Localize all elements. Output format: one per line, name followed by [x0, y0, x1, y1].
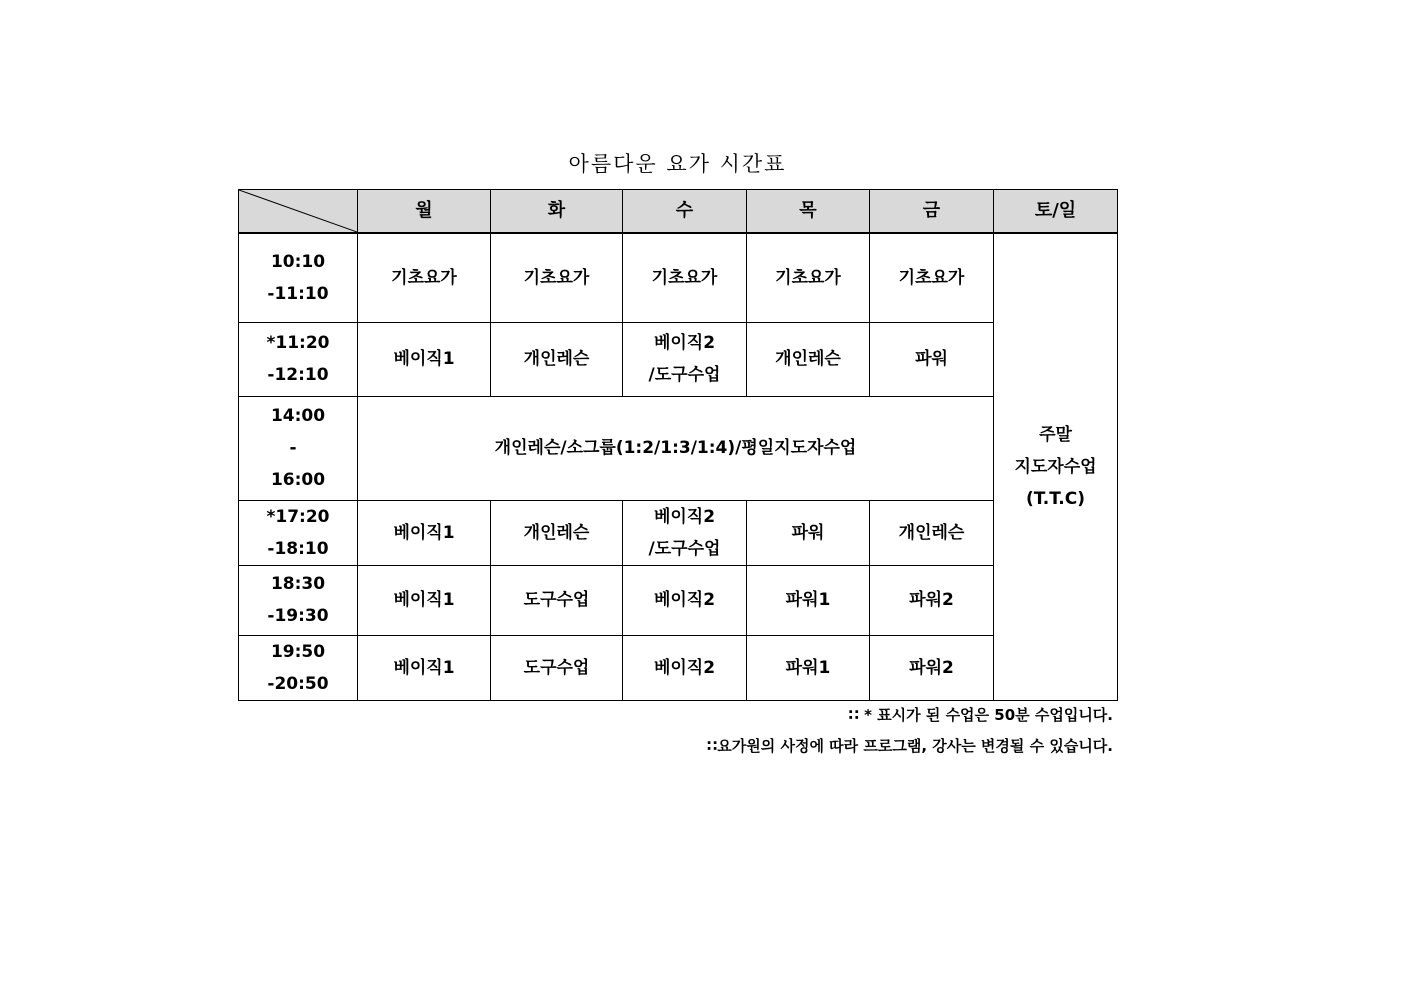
class-cell: 파워1 — [747, 565, 870, 635]
class-cell: 기초요가 — [623, 233, 747, 322]
time-end: -20:50 — [267, 673, 329, 694]
class-cell: 베이직2 — [623, 565, 747, 635]
table-row — [239, 233, 1118, 322]
class-cell: 개인레슨 — [747, 322, 870, 396]
class-cell: 도구수업 — [491, 565, 623, 635]
time-end: -11:10 — [267, 283, 329, 304]
schedule-table — [238, 189, 1118, 701]
class-cell: 베이직2 /도구수업 — [623, 322, 747, 396]
table-row — [239, 500, 1118, 565]
class-cell: 개인레슨 — [491, 322, 623, 396]
time-start: 14:00 — [270, 406, 326, 426]
time-cell — [239, 233, 358, 322]
time-cell — [239, 635, 358, 700]
table-row — [239, 635, 1118, 700]
class-cell: 파워1 — [747, 635, 870, 700]
time-cell — [239, 396, 358, 500]
time-start: 19:50 — [270, 641, 326, 662]
class-cell: 베이직1 — [358, 322, 491, 396]
time-separator: - — [289, 438, 297, 458]
time-start: *11:20 — [266, 333, 330, 353]
table-row — [239, 565, 1118, 635]
day-header-mon: 월 — [358, 190, 491, 234]
weekend-line3: (T.T.C) — [1026, 488, 1085, 509]
class-cell: 파워 — [747, 500, 870, 565]
time-end: -19:30 — [267, 606, 329, 626]
time-start: 10:10 — [270, 251, 326, 272]
table-row — [239, 396, 1118, 500]
class-cell: 파워 — [870, 322, 994, 396]
merged-class-cell: 개인레슨/소그룹(1:2/1:3/1:4)/평일지도자수업 — [358, 396, 994, 500]
page-title: 아름다운 요가 시간표 — [568, 152, 787, 176]
class-cell: 기초요가 — [491, 233, 623, 322]
footnote-change-notice: ∷요가원의 사정에 따라 프로그램, 강사는 변경될 수 있습니다. — [706, 737, 1113, 755]
time-cell — [239, 565, 358, 635]
time-cell — [239, 500, 358, 565]
weekend-cell — [994, 233, 1118, 700]
day-header-weekend: 토/일 — [994, 190, 1118, 234]
class-cell: 베이직2 /도구수업 — [623, 500, 747, 565]
time-start: *17:20 — [266, 506, 330, 527]
time-start: 18:30 — [270, 574, 326, 594]
time-cell — [239, 322, 358, 396]
table-row — [239, 322, 1118, 396]
diagonal-line — [239, 190, 357, 232]
class-cell: 개인레슨 — [870, 500, 994, 565]
footnotes — [707, 700, 1113, 762]
class-cell: 개인레슨 — [491, 500, 623, 565]
time-end: -12:10 — [267, 365, 329, 385]
day-header-thu: 목 — [747, 190, 870, 234]
time-end: 16:00 — [270, 470, 326, 490]
time-end: -18:10 — [267, 538, 329, 559]
footnote-50min: ∷ * 표시가 된 수업은 50분 수업입니다. — [848, 706, 1113, 724]
class-cell: 기초요가 — [358, 233, 491, 322]
day-header-fri: 금 — [870, 190, 994, 234]
class-cell: 베이직1 — [358, 500, 491, 565]
class-cell: 기초요가 — [747, 233, 870, 322]
weekend-line2: 지도자수업 — [1014, 456, 1097, 477]
class-cell: 기초요가 — [870, 233, 994, 322]
day-header-wed: 수 — [623, 190, 747, 234]
class-cell: 베이직1 — [358, 565, 491, 635]
class-cell: 파워2 — [870, 565, 994, 635]
class-cell: 베이직2 — [623, 635, 747, 700]
class-cell: 베이직1 — [358, 635, 491, 700]
class-cell: 도구수업 — [491, 635, 623, 700]
corner-cell — [239, 190, 358, 234]
weekend-line1: 주말 — [1039, 424, 1072, 445]
class-cell: 파워2 — [870, 635, 994, 700]
day-header-tue: 화 — [491, 190, 623, 234]
header-row — [239, 190, 1118, 234]
